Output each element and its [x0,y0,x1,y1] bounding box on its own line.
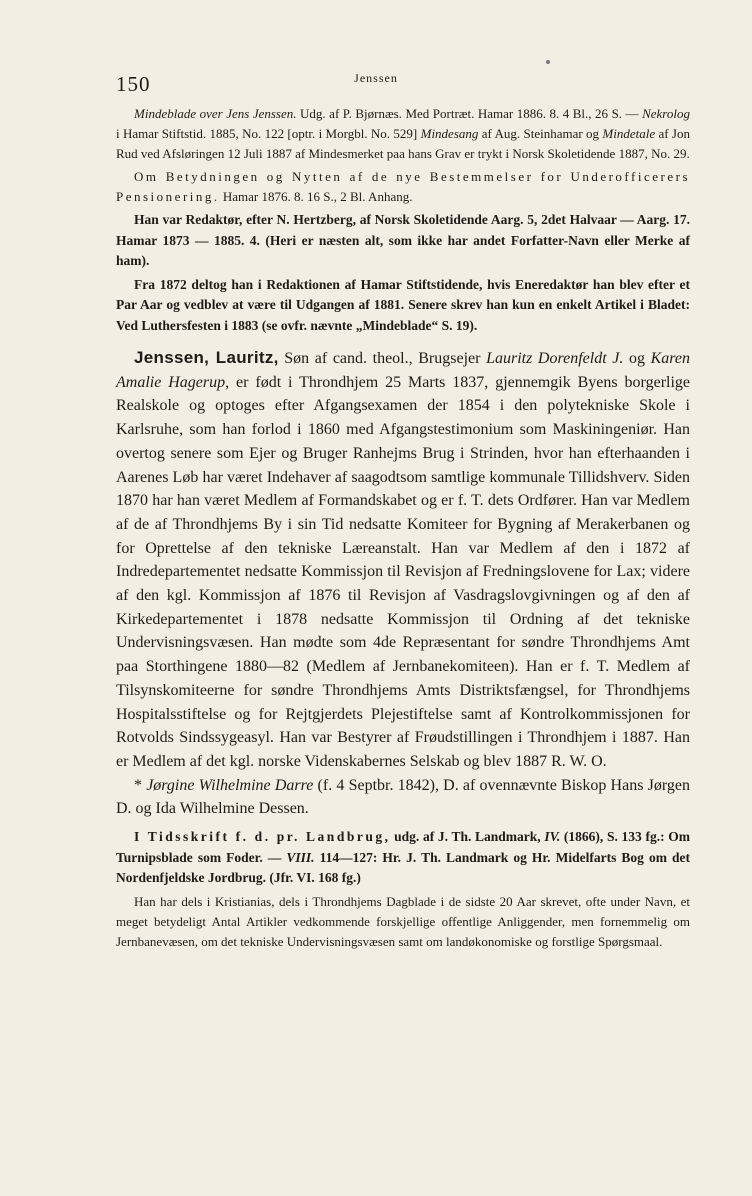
bib-title-mindeblade: Mindeblade over Jens Jenssen. [134,106,297,121]
wife-name: Jørgine Wilhelmine Darre [146,776,314,794]
works-volume: VIII. [286,849,315,865]
bib-note-stiftstidende: Fra 1872 deltog han i Redaktionen af Hamar Stiftstidende, hvis Eneredaktør han blev efter et Par Aar og vedblev at være til Udgangen af 1881. Senere skrev han kun en enkelt Artikel i Bladet: Ved Luthersfesten i 1883 (se ovfr. nævnte „Mindeblade“ S. 19). [116,276,690,333]
bib-text: Udg. af P. Bjørnæs. Med Portræt. Hamar 1886. 8. 4 Bl., 26 S. — [296,106,643,121]
entry-text: og [623,350,651,367]
works-text: 114—127: Hr. J. Th. Landmark og Hr. Midelfarts Bog om det Nordenfjeldske Jordbrug. (Jfr. VI. 168 fg.) [116,849,690,886]
works-volume: IV. [544,829,561,845]
entry-heading: Jenssen, Lauritz, [134,348,279,367]
bib-text: Hamar 1876. 8. 16 S., 2 Bl. Anhang. [219,189,413,204]
works-text: udg. af J. Th. Landmark, [390,829,545,845]
works-entry [116,827,690,889]
bib-title-pensionering: Om Betydningen og Nytten af de nye Bestemmelser for Underofficerers Pensionering. [116,169,690,204]
bib-mindesang: Mindesang [420,126,479,141]
entry-lauritz-jenssen [116,346,690,774]
entry-text: er født i Throndhjem 25 Marts 1837, gjennemgik Byens borgerlige Realskole og optoges efter Afgangsexamen der 1854 i den polytekniske Skole i Karlsruhe, som han forlod i 1860 med Afgangstestimonium som Maskiningeniør. Han overtog senere som Ejer og Bruger Ranhejms Brug i Strinden, hvor han efterhaanden i Aarenes Løb har været Indehaver af saagodtsom samtlige kommunale Tillidshverv. Siden 1870 har han været Medlem af Formandskabet og er f. T. dets Ordfører. Han var Medlem af de af Throndhjems By i sin Tid nedsatte Komiteer for Bygning af Merakerbanen og for Oprettelse af den tekniske Læreanstalt. Han var Medlem af den i 1872 af Indredepartementet nedsatte Kommissjon til Revisjon af Fredningslovene for Lax; videre af den kgl. Kommissjon af 1876 til Revisjon af Vasdragslovgivningen og af den af Kirkedepartementet i 1878 nedsatte Kommissjon til Ordning af det tekniske Undervisningsvæsen. Han mødte som 4de Repræsentant for søndre Throndhjems Amt paa Storthingene 1880—82 (Medlem af Jernbanekomiteen). Han er f. T. Medlem af Tilsynskomiteerne for søndre Throndhjems Amts Distriktsfængsel, for Throndhjems Hospitalsstiftelse og for Rejtgjerdets Plejestiftelse samt af Kontrolkommissjonen for Rotvolds Sindssygeasyl. Han var Bestyrer af Frøudstillingen i Throndhjem i 1887. Han er Medlem af det kgl. norske Videnskabernes Selskab og blev 1887 R. W. O. [116,373,691,770]
works-journal: I Tidsskrift f. d. pr. Landbrug, [134,829,391,845]
bib-text: i Hamar Stiftstid. 1885, No. 122 [optr. i Morgbl. No. 529] [116,126,421,141]
bib-note-redaktor: Han var Redaktør, efter N. Hertzberg, af Norsk Skoletidende Aarg. 5, 2det Halvaar — Aarg. 17. Hamar 1873 — 1885. 4. (Heri er næsten alt, som ikke har andet Forfatter-Navn eller Merke af ham). [116,212,690,268]
bib-entry-mindeblade [116,104,690,164]
wife-marker: * [134,776,147,794]
page-header [0,68,752,98]
works-text: (1866), S. 133 fg.: Om Turnipsblade som Foder. — [116,829,691,865]
page-body [116,104,690,952]
wife-text: (f. 4 Septbr. 1842), D. af ovennævnte Biskop Hans Jørgen D. og Ida Wilhelmine Dessen. [116,776,690,818]
entry-text: Søn af cand. theol., Brugsejer [278,350,487,367]
entry-wife [116,774,690,821]
entry-mother: Karen Amalie Hagerup, [116,350,690,391]
bib-text: af Jon Rud ved Afsløringen 12 Juli 1887 af Mindesmerket paa hans Grav er trykt i Norsk Skoletidende 1887, No. 29. [116,126,690,161]
entry-father: Lauritz Dorenfeldt J. [486,350,624,367]
page-number: 150 [116,72,151,96]
printer-dot [546,60,550,64]
bib-entry-pensionering [116,167,690,207]
bib-text: af Aug. Steinhamar og [478,126,603,141]
bib-mindetale: Mindetale [602,126,656,141]
closing-paragraph: Han har dels i Kristianias, dels i Throndhjems Dagblade i de sidste 20 Aar skrevet, ofte under Navn, et meget betydeligt Antal Artikler vedkommende forskjellige offentlige Anliggender, men fornemmelig om Jernbanevæsen, om det tekniske Undervisningsvæsen samt om landøkonomiske og forstlige Spørgsmaal. [116,893,690,949]
running-head: Jenssen [354,71,398,85]
bib-nekrolog: Nekrolog [642,106,690,121]
